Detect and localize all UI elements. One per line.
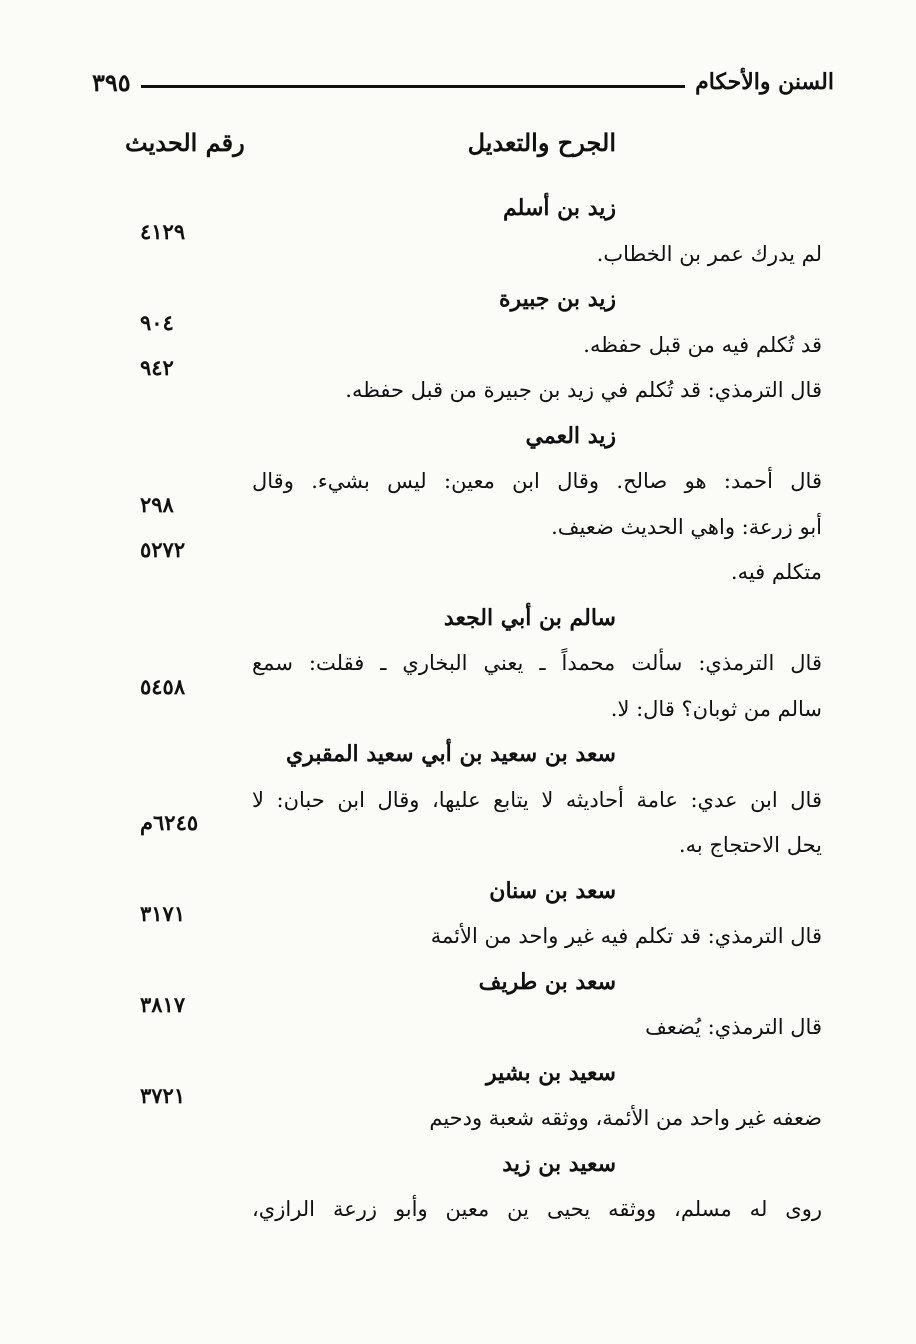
hadith-number: ٣٧٢١ xyxy=(140,1083,186,1108)
text-line xyxy=(0,1083,916,1142)
entries-list xyxy=(0,186,916,1233)
narrator-heading-row xyxy=(0,732,916,778)
hadith-number: ٩٠٤ xyxy=(140,309,174,335)
narrator-heading-row xyxy=(0,960,916,1006)
text-line xyxy=(0,1187,916,1233)
hadith-number: ٣١٧١ xyxy=(140,901,186,926)
narrator-heading-row xyxy=(0,186,916,232)
line-text: روى له مسلم، ووثقه يحيى ين معين وأبو زرعة الرازي، xyxy=(252,1197,822,1221)
hadith-number: ٥٤٥٨ xyxy=(140,673,186,699)
hadith-number: ٤١٢٩ xyxy=(140,218,186,244)
text-line xyxy=(0,992,916,1051)
hadith-number-column-heading: رقم الحديث xyxy=(125,128,245,157)
hadith-number: ٣٨١٧ xyxy=(140,992,186,1017)
line-text: قال الترمذي: قد تُكلم في زيد بن جبيرة من قبل حفظه. xyxy=(345,378,822,402)
narrator-heading-row xyxy=(0,596,916,642)
line-text: متكلم فيه. xyxy=(730,560,822,584)
line-text: قال ابن عدي: عامة أحاديثه لا يتابع عليها، وقال ابن حبان: لا xyxy=(252,787,822,812)
line-text: قد تُكلم فيه من قبل حفظه. xyxy=(583,332,822,357)
hadith-number: ٩٤٢ xyxy=(140,355,174,380)
line-text: قال الترمذي: قد تكلم فيه غير واحد من الأئمة xyxy=(430,924,822,948)
narrator-heading-row xyxy=(0,1051,916,1097)
line-text: قال أحمد: هو صالح. وقال ابن معين: ليس بشيء. وقال xyxy=(252,469,822,493)
text-line xyxy=(0,459,916,505)
text-line xyxy=(0,537,916,596)
line-text: قال الترمذي: سألت محمداً ـ يعني البخاري ـ فقلت: سمع xyxy=(252,651,822,675)
narrator-name: سعد بن سعيد بن أبي سعيد المقبري xyxy=(286,741,616,767)
text-line xyxy=(0,309,916,369)
narrator-heading-row xyxy=(0,869,916,915)
narrator-name: زيد بن أسلم xyxy=(503,195,616,221)
header-rule xyxy=(141,85,685,88)
text-line xyxy=(0,778,916,824)
running-header xyxy=(92,62,834,102)
narrator-name: سعيد بن زيد xyxy=(502,1150,616,1177)
narrator-name: زيد بن جبيرة xyxy=(498,286,616,312)
narrator-name: سالم بن أبي الجعد xyxy=(443,604,616,631)
line-text: يحل الاحتجاج به. xyxy=(678,833,822,857)
line-text: ضعفه غير واحد من الأئمة، ووثقه شعبة ودحيم xyxy=(429,1106,822,1130)
narrator-heading-row xyxy=(0,277,916,323)
narrator-name: زيد العمي xyxy=(525,422,616,449)
main-column-heading: الجرح والتعديل xyxy=(467,128,616,157)
narrator-name: سعد بن طريف xyxy=(478,968,616,995)
text-line xyxy=(0,810,916,869)
text-line xyxy=(0,673,916,733)
text-line xyxy=(0,218,916,278)
narrator-heading-row xyxy=(0,1142,916,1188)
hadith-number: ٥٢٧٢ xyxy=(140,537,186,562)
hadith-number: ٢٩٨ xyxy=(140,491,174,517)
narrator-name: سعد بن سنان xyxy=(489,877,616,904)
line-text: لم يدرك عمر بن الخطاب. xyxy=(596,241,822,266)
text-line xyxy=(0,641,916,687)
text-line xyxy=(0,355,916,414)
line-text: قال الترمذي: يُضعف xyxy=(645,1015,822,1039)
book-title: السنن والأحكام xyxy=(695,69,834,95)
line-text: سالم من ثوبان؟ قال: لا. xyxy=(610,696,822,721)
narrator-name: سعيد بن بشير xyxy=(486,1059,616,1086)
text-line xyxy=(0,901,916,960)
hadith-number: ٦٢٤٥م xyxy=(140,810,199,835)
narrator-heading-row xyxy=(0,414,916,460)
text-line xyxy=(0,491,916,551)
page-number: ٣٩٥ xyxy=(92,67,131,97)
line-text: أبو زرعة: واهي الحديث ضعيف. xyxy=(551,514,822,539)
